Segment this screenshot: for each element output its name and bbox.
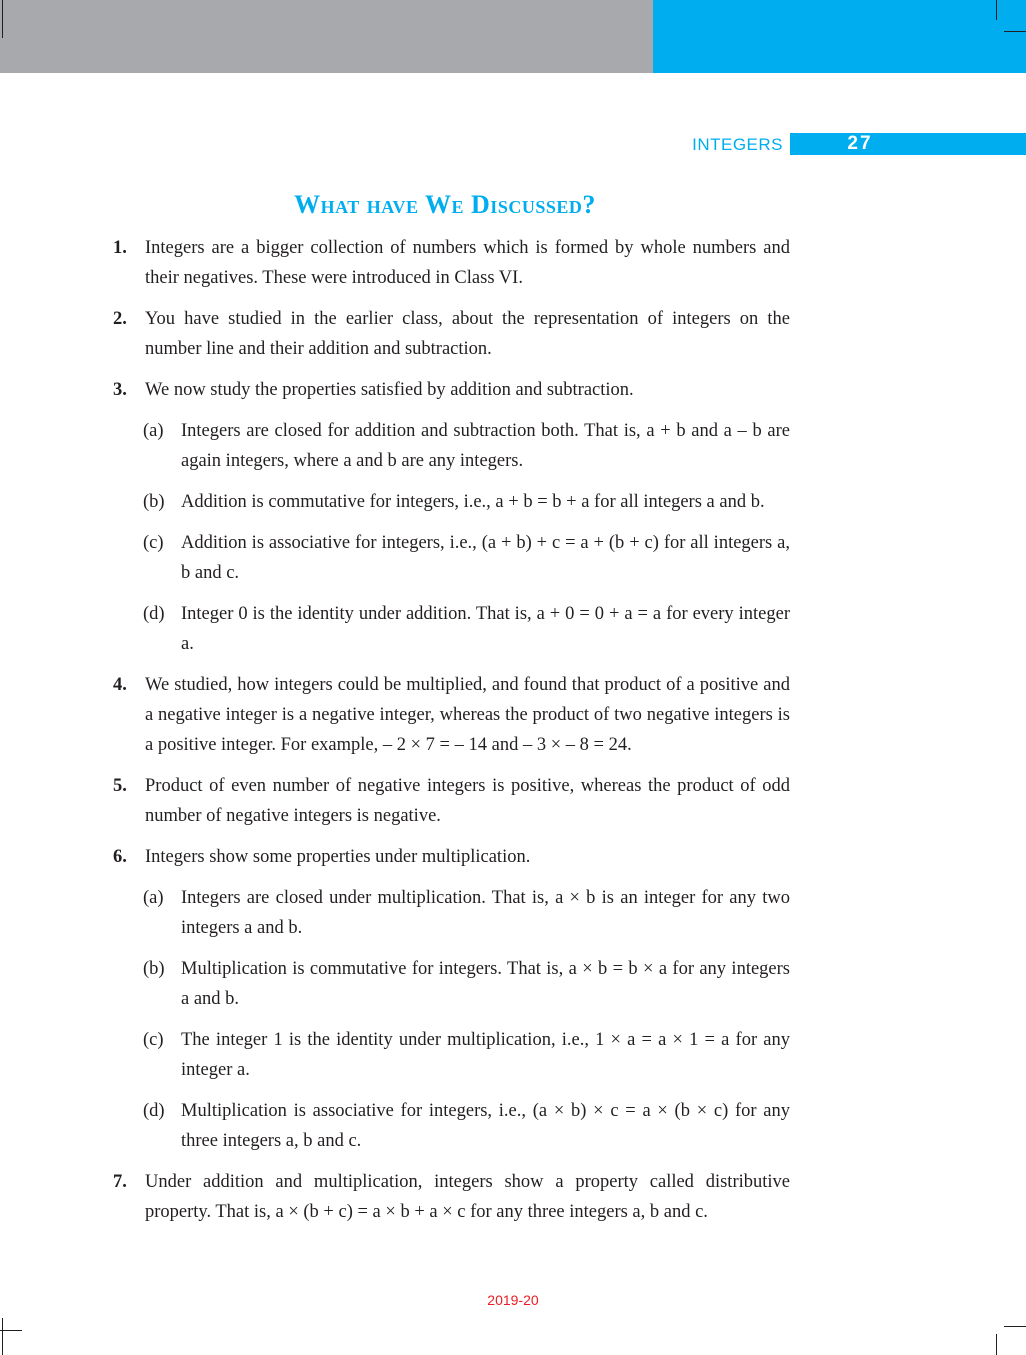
list-item bbox=[113, 304, 790, 364]
item-number: 7. bbox=[113, 1172, 127, 1192]
chapter-title: INTEGERS bbox=[692, 135, 783, 154]
item-text: Integers are a bigger collection of numbers which is formed by whole numbers and their negatives. These were introduced in Class VI. bbox=[145, 238, 790, 288]
item-text: You have studied in the earlier class, about the representation of integers on the number line and their addition and subtraction. bbox=[145, 309, 790, 359]
list-item bbox=[113, 771, 790, 831]
item-number: 6. bbox=[113, 847, 127, 867]
sub-item-text: Addition is commutative for integers, i.e., a + b = b + a for all integers a and b. bbox=[181, 492, 765, 512]
crop-mark bbox=[0, 1330, 22, 1331]
list-item bbox=[113, 842, 790, 872]
crop-mark bbox=[2, 1318, 3, 1355]
sub-item-text: Multiplication is commutative for integers. That is, a × b = b × a for any integers a and b. bbox=[181, 959, 790, 1009]
sub-item bbox=[113, 599, 790, 659]
sub-item-label: (b) bbox=[143, 959, 165, 979]
page-number: 27 bbox=[847, 133, 873, 154]
item-text: We now study the properties satisfied by addition and subtraction. bbox=[145, 380, 634, 400]
list-item bbox=[113, 670, 790, 760]
item-number: 1. bbox=[113, 238, 127, 258]
list-item bbox=[113, 1167, 790, 1227]
sub-item-text: The integer 1 is the identity under multiplication, i.e., 1 × a = a × 1 = a for any integer a. bbox=[181, 1030, 790, 1080]
item-text: Product of even number of negative integers is positive, whereas the product of odd number of negative integers is negative. bbox=[145, 776, 790, 826]
sub-item bbox=[113, 487, 790, 517]
summary-list bbox=[113, 233, 790, 1238]
item-number: 3. bbox=[113, 380, 127, 400]
top-gray-band bbox=[0, 0, 653, 73]
sub-item-label: (b) bbox=[143, 492, 165, 512]
list-item bbox=[113, 375, 790, 405]
list-item bbox=[113, 233, 790, 293]
sub-item-text: Integers are closed for addition and subtraction both. That is, a + b and a – b are again integers, where a and b are any integers. bbox=[181, 421, 790, 471]
crop-mark bbox=[996, 0, 997, 20]
sub-item-text: Addition is associative for integers, i.e., (a + b) + c = a + (b + c) for all integers a, b and c. bbox=[181, 533, 790, 583]
page-number-bar bbox=[790, 133, 1026, 155]
sub-item-label: (a) bbox=[143, 421, 164, 441]
top-blue-band bbox=[653, 0, 1026, 73]
sub-item bbox=[113, 883, 790, 943]
footer-year: 2019-20 bbox=[487, 1292, 539, 1308]
item-text: Integers show some properties under multiplication. bbox=[145, 847, 531, 867]
sub-item-label: (c) bbox=[143, 1030, 164, 1050]
section-heading: What have We Discussed? bbox=[294, 190, 596, 219]
item-number: 2. bbox=[113, 309, 127, 329]
sub-item-text: Integers are closed under multiplication. That is, a × b is an integer for any two integers a and b. bbox=[181, 888, 790, 938]
sub-item-label: (d) bbox=[143, 1101, 165, 1121]
sub-item-text: Multiplication is associative for integers, i.e., (a × b) × c = a × (b × c) for any three integers a, b and c. bbox=[181, 1101, 790, 1151]
sub-item bbox=[113, 416, 790, 476]
crop-mark bbox=[996, 1334, 997, 1355]
crop-mark bbox=[2, 0, 3, 38]
sub-item bbox=[113, 954, 790, 1014]
item-text: Under addition and multiplication, integers show a property called distributive property. That is, a × (b + c) = a × b + a × c for any three integers a, b and c. bbox=[145, 1172, 790, 1222]
sub-item-label: (a) bbox=[143, 888, 164, 908]
item-number: 4. bbox=[113, 675, 127, 695]
sub-item-text: Integer 0 is the identity under addition. That is, a + 0 = 0 + a = a for every integer a. bbox=[181, 604, 790, 654]
sub-item-label: (d) bbox=[143, 604, 165, 624]
sub-item-label: (c) bbox=[143, 533, 164, 553]
crop-mark bbox=[1004, 1326, 1026, 1327]
item-text: We studied, how integers could be multiplied, and found that product of a positive and a negative integer is a negative integer, whereas the product of two negative integers is a positive integer. For example, – 2 × 7 = – 14 and – 3 × – 8 = 24. bbox=[145, 675, 790, 755]
item-number: 5. bbox=[113, 776, 127, 796]
sub-item bbox=[113, 1096, 790, 1156]
sub-item bbox=[113, 528, 790, 588]
crop-mark bbox=[1004, 31, 1026, 32]
sub-item bbox=[113, 1025, 790, 1085]
